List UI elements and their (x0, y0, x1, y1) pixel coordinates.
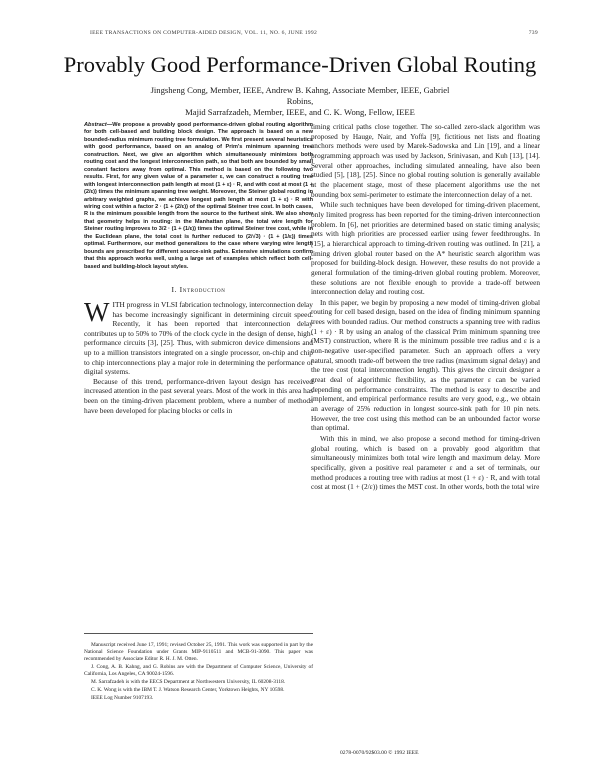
footnote-received: Manuscript received June 17, 1991; revised October 25, 1991. This work was supported in part by the National Science Foundation under Grants MIP-9110511 and MCB-91-3090. This paper was recommended by Associate Editor R. H. J. M. Otten. (84, 642, 313, 662)
authors-line-2: Majid Sarrafzadeh, Member, IEEE, and C. K. Wong, Fellow, IEEE (185, 107, 415, 117)
intro-paragraph-1-text: ITH progress in VLSI fabrication technology, interconnection delay has become increasingly significant in determining circuit speed. Recently, it has been reported that interconnection delay contributes up to 50% to 70% of the clock cycle in the design of dense, high-performance circuits [3], [25]. Thus, with submicron device dimensions and up to a million transistors integrated on a single processor, on-chip and chip to chip interconnections play a major role in determining the performance of digital systems. (84, 300, 313, 377)
left-column (84, 122, 313, 415)
footnote-affiliation-2: M. Sarrafzadeh is with the EECS Department at Northwestern University, IL 60208-3118. (91, 679, 286, 685)
abstract-text: We propose a provably good performance-driven global routing algorithm for both cell-based and building block design. The approach is based on a new bounded-radius minimum routing tree formulation. We first present several heuristics with good performance, based on an analog of Prim's minimum spanning tree construction. Next, we give an algorithm which simultaneously minimizes both routing cost and the longest interconnection path, so that both are bounded by small constant factors away from optimal. This method is based on the following two results. First, for any given value of a parameter ε, we can construct a routing tree with longest interconnection path length at most (1 + ε) · R, and with cost at most (1 + (2/ε)) times the minimum spanning tree weight. Moreover, the Steiner global routing in arbitrary weighted graphs, we achieve longest path length at most (1 + ε) · R with wiring cost within a factor 2 · (1 + (2/ε)) of the optimal Steiner tree cost. In both cases, R is the minimum possible length from the source to the furthest sink. We also show that geometry helps in routing: in the Manhattan plane, the total wire length for Steiner routing improves to 3/2 · (1 + (1/ε)) times the optimal Steiner tree cost, while in the Euclidean plane, the total cost is further reduced to (2/√3) · (1 + (1/ε)) times optimal. Furthermore, our method generalizes to the case where varying wire length bounds are prescribed for different source-sink paths. Extensive simulations confirm that this approach works well, using a large set of examples which reflect both cell-based and building-block layout styles. (84, 122, 313, 270)
section-heading-introduction: I. Introduction (171, 285, 226, 295)
right-paragraph-4: With this in mind, we also propose a second method for timing-driven global routing, which is based on a provably good algorithm that simultaneously minimizes both total wire length and maximum delay. More specifically, given a positive real parameter ε and a set of terminals, our method produces a routing tree with radius at most (1 + ε) · R, and with total cost at most (1 + (2/ε)) times the MST cost. In other words, both the total wire (311, 434, 540, 492)
intro-paragraph-2: Because of this trend, performance-driven layout design has received increased attention in the past several years. Most of the work in this area has been on the timing-driven placement problem, where a number of methods have been developed for placing blocks or cells in (84, 376, 313, 415)
running-head (90, 30, 538, 36)
footnote-affiliation-1: J. Cong, A. B. Kahng, and G. Robins are with the Department of Computer Science, University of California, Los Angeles, CA 90024-1596. (84, 664, 313, 677)
author-block (150, 85, 450, 118)
paper-title: Provably Good Performance-Driven Global Routing (63, 52, 537, 77)
abstract (84, 122, 313, 271)
footnote-log-number: IEEE Log Number 9107193. (91, 695, 154, 701)
abstract-label: Abstract— (84, 122, 113, 128)
right-paragraph-1: timing critical paths close together. The so-called zero-slack algorithm was proposed by Hauge, Nair, and Yoffa [9], fictitious net lists and floating anchors methods were used by Marek-Sadowska and Lin [19], and a linear programming approach was used by Jackson, Srinivasan, and Kuh [13], [14]. Several other approaches, including simulated annealing, have also been studied [5], [18], [25]. Since no global routing solution is generally available at the placement stage, most of these placement algorithms use the net bounding box semi-perimeter to estimate the interconnection delay of a net. (311, 122, 540, 199)
page-number: 739 (528, 30, 538, 36)
intro-paragraph-1 (84, 297, 313, 377)
authors-line-1: Jingsheng Cong, Member, IEEE, Andrew B. Kahng, Associate Member, IEEE, Gabriel Robins, (150, 85, 450, 106)
journal-line: IEEE TRANSACTIONS ON COMPUTER-AIDED DESIGN, VOL. 11, NO. 6, JUNE 1992 (90, 30, 318, 36)
right-column (311, 122, 540, 492)
right-paragraph-3: In this paper, we begin by proposing a new model of timing-driven global routing for cell based design, based on the idea of finding minimum spanning trees with bounded radius. Our method constructs a spanning tree with radius (1 + ε) · R by using an analog of the classical Prim minimum spanning tree (MST) construction, where R is the minimum possible tree radius and ε is a non-negative user-specified parameter. Such an approach offers a very natural, smooth trade-off between the tree radius (maximum signal delay) and the tree cost (total interconnection length). This gives the circuit designer a great deal of algorithmic flexibility, as the parameter ε can be varied depending on performance constraints. The method is easy to describe and implement, and empirical performance results are very good, e.g., we obtain an average of 25% reduction in longest source-sink path for 10 pin nets. However, the tree cost using this method can be an unbounded factor worse than optimal. (311, 297, 540, 433)
drop-cap: W (84, 297, 110, 328)
footnotes (84, 633, 313, 703)
right-paragraph-2: While such techniques have been developed for timing-driven placement, only limited progress has been reported for the timing-driven interconnection problem. In [6], net priorities are determined based on static timing analysis; nets with high priorities are processed earlier using fewer feedthroughs. In [15], a hierarchical approach to timing-driven routing was outlined. In [21], a timing driven global router based on the A* heuristic search algorithm was proposed for building-block design. However, these results do not provide a general formulation of the timing-driven global routing problem. Moreover, these solutions are not flexible enough to provide a trade-off between interconnection delay and routing cost. (311, 200, 540, 297)
copyright-id: 0278-0070/92$03.00 © 1992 IEEE (340, 750, 419, 756)
footnote-affiliation-3: C. K. Wong is with the IBM T. J. Watson Research Center, Yorktown Heights, NY 10598. (91, 687, 285, 693)
